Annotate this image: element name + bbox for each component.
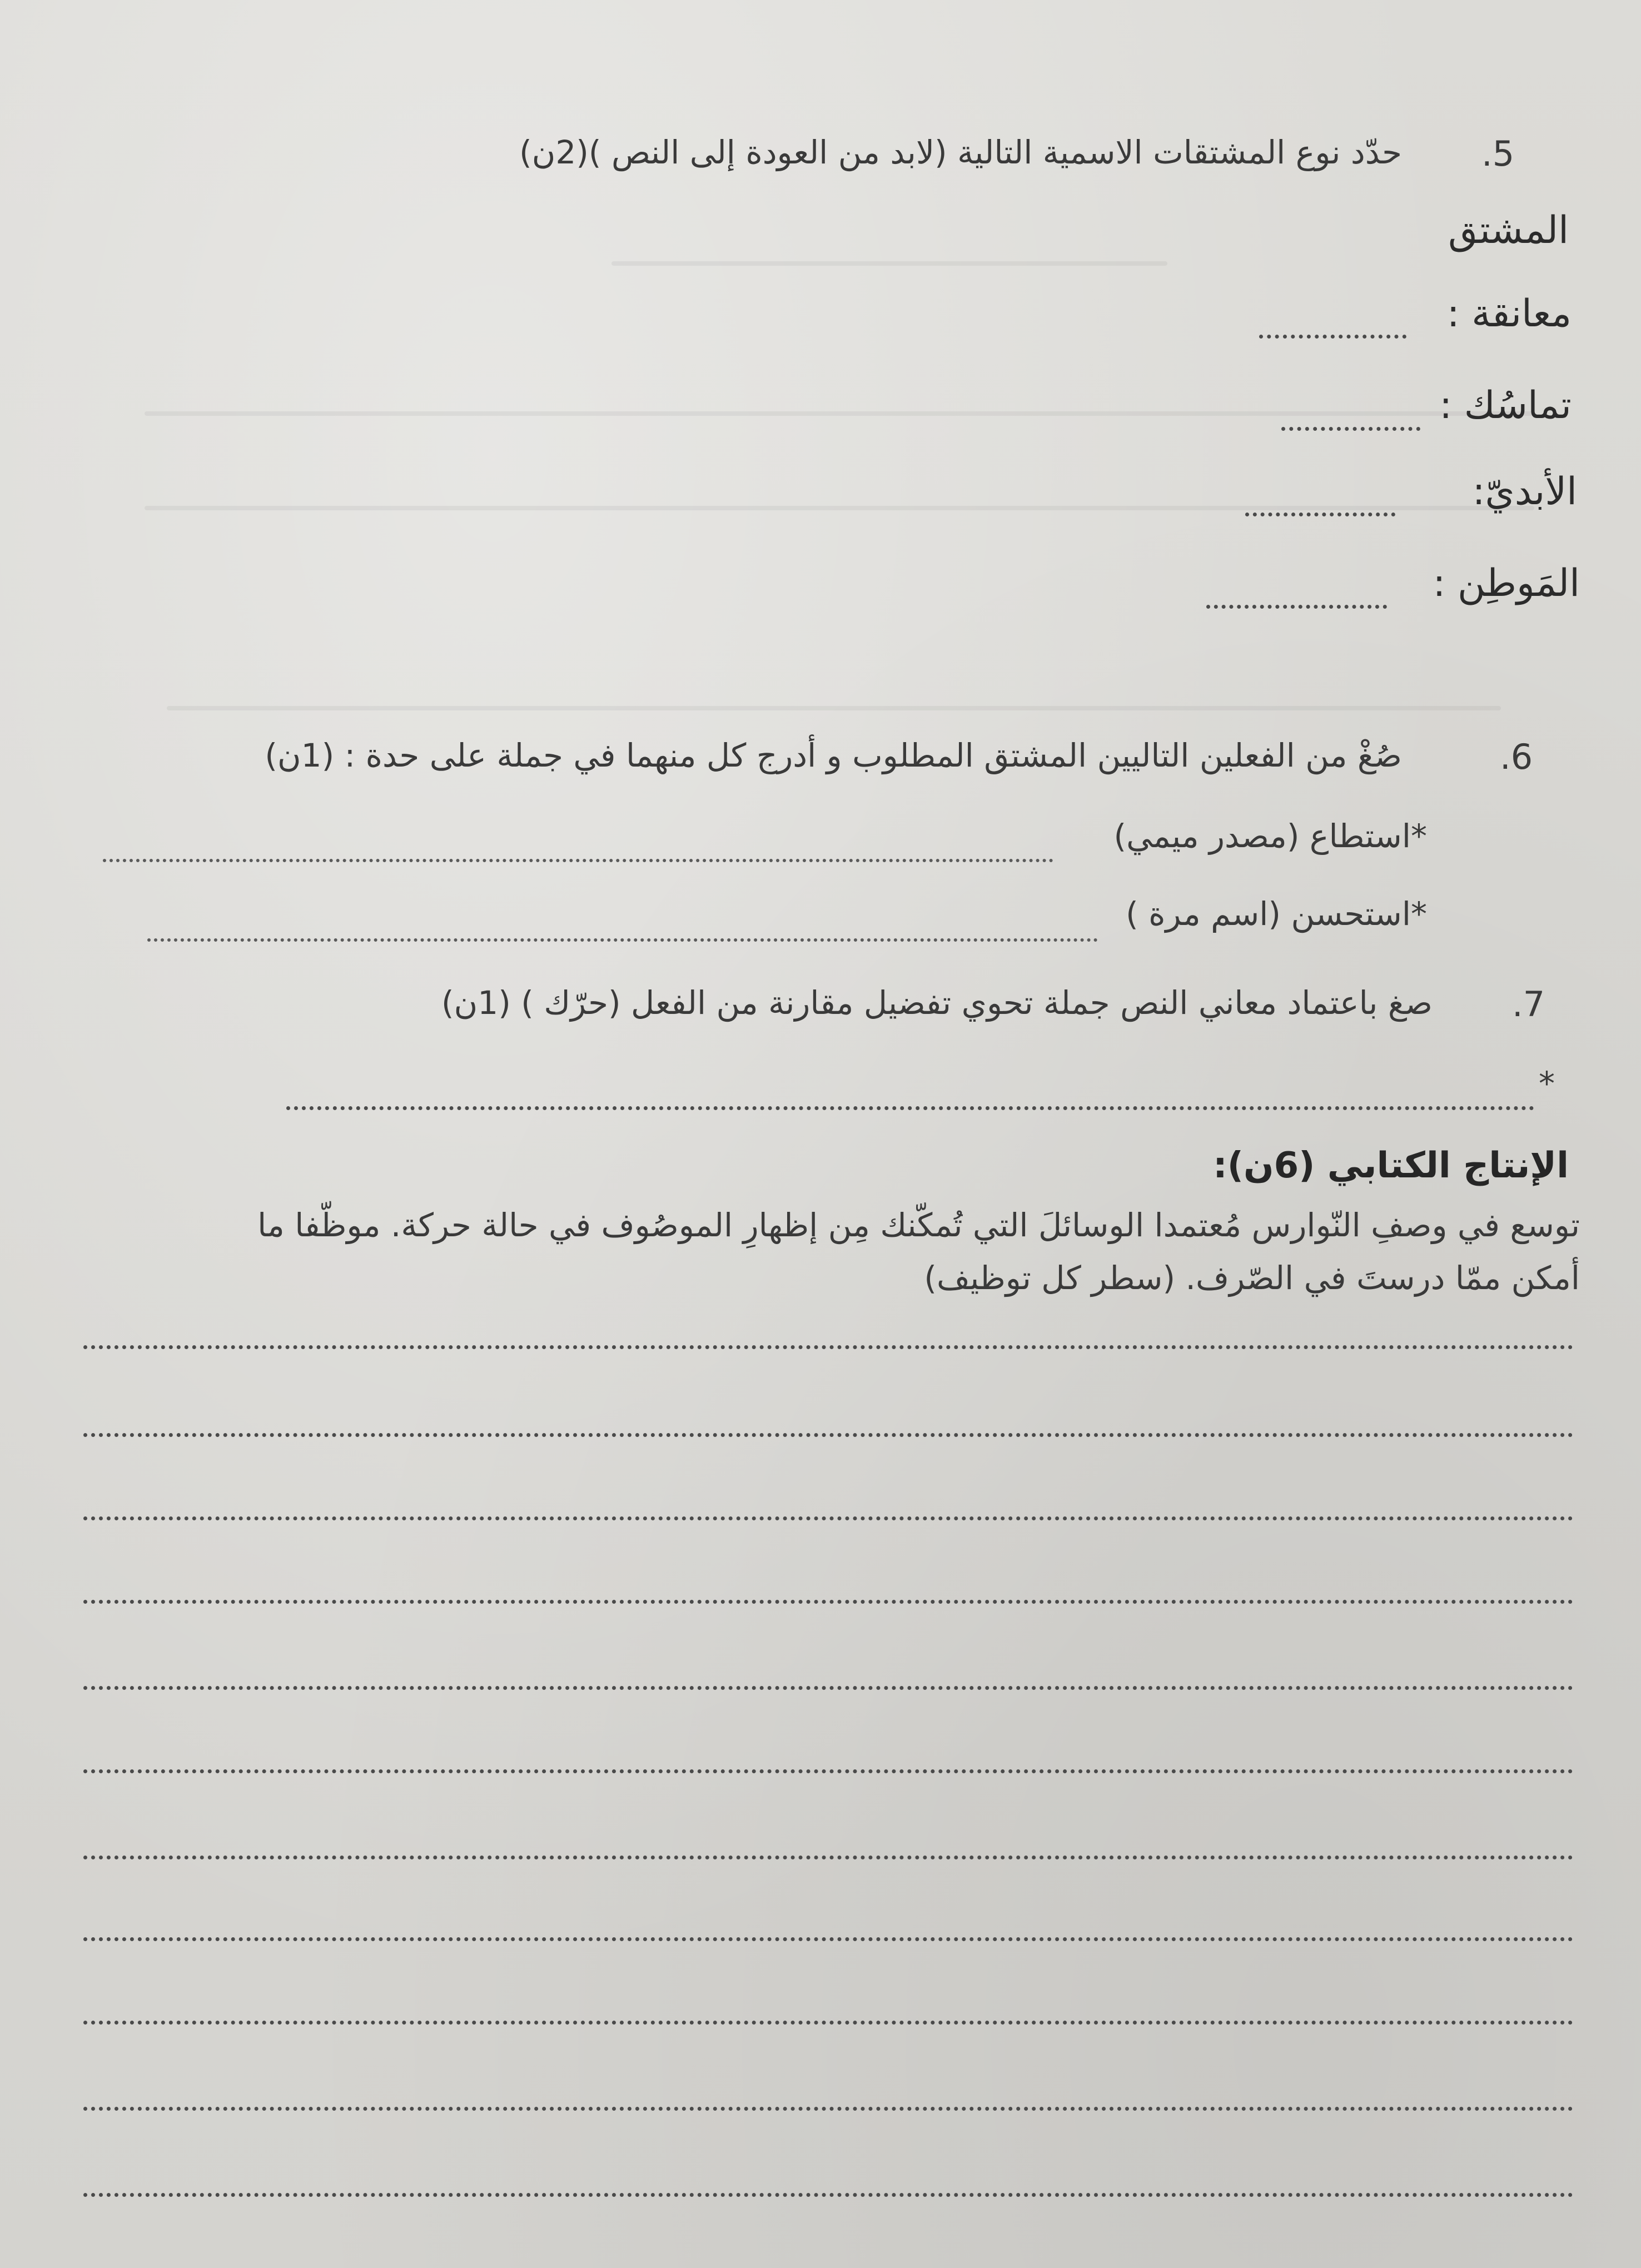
question-5-number: .5 xyxy=(1481,133,1515,174)
bleed-through-mark xyxy=(611,261,1167,266)
writing-line[interactable] xyxy=(83,1769,1573,1773)
answer-line[interactable] xyxy=(1281,427,1420,431)
derivative-column-header: المشتق xyxy=(1448,208,1569,252)
writing-line[interactable] xyxy=(83,1856,1573,1859)
writing-section-title: الإنتاج الكتابي (6ن): xyxy=(1213,1145,1569,1186)
writing-prompt-line-1: توسع في وصفِ النّوارس مُعتمدا الوسائلَ التي تُمكّنك مِن إظهارِ الموصُوف في حالة حركة. موظّفا ما xyxy=(257,1206,1580,1244)
writing-line[interactable] xyxy=(83,2107,1573,2111)
writing-line[interactable] xyxy=(83,1686,1573,1690)
question-7-text: صغ باعتماد معاني النص جملة تحوي تفضيل مقارنة من الفعل (حرّك ) (1ن) xyxy=(441,984,1433,1022)
item-label-muaanaqa: معانقة : xyxy=(1446,292,1572,336)
answer-line[interactable] xyxy=(1206,605,1387,609)
writing-line[interactable] xyxy=(83,1433,1573,1437)
bleed-through-mark xyxy=(145,411,1534,416)
writing-line[interactable] xyxy=(83,1600,1573,1604)
writing-line[interactable] xyxy=(83,2021,1573,2025)
question-7-number: .7 xyxy=(1512,984,1545,1024)
writing-line[interactable] xyxy=(83,2193,1573,2197)
derive-item-istataa: *استطاع (مصدر ميمي) xyxy=(1113,817,1427,855)
writing-line[interactable] xyxy=(83,1345,1573,1349)
question-6-text: صُغْ من الفعلين التاليين المشتق المطلوب و أدرج كل منهما في جملة على حدة : (1ن) xyxy=(265,737,1402,774)
answer-line[interactable] xyxy=(286,1106,1534,1110)
writing-prompt-line-2: أمكن ممّا درستَ في الصّرف. (سطر كل توظيف) xyxy=(924,1259,1580,1297)
answer-line[interactable] xyxy=(147,938,1098,942)
bleed-through-mark xyxy=(145,506,1534,510)
bleed-through-mark xyxy=(167,706,1501,710)
item-label-tamasuk: تماسُك : xyxy=(1439,384,1572,427)
writing-line[interactable] xyxy=(83,1937,1573,1941)
derive-item-istahsana: *استحسن (اسم مرة ) xyxy=(1126,895,1427,933)
question-6-number: .6 xyxy=(1500,737,1533,777)
writing-line[interactable] xyxy=(83,1516,1573,1520)
answer-marker: * xyxy=(1539,1065,1555,1102)
answer-line[interactable] xyxy=(1259,335,1406,339)
item-label-mawtin: المَوطِن : xyxy=(1433,561,1580,605)
answer-line[interactable] xyxy=(1245,513,1395,516)
item-label-abadi: الأبديّ: xyxy=(1472,470,1577,514)
question-5-text: حدّد نوع المشتقات الاسمية التالية (لابد من العودة إلى النص )(2ن) xyxy=(519,133,1402,171)
answer-line[interactable] xyxy=(103,859,1053,862)
